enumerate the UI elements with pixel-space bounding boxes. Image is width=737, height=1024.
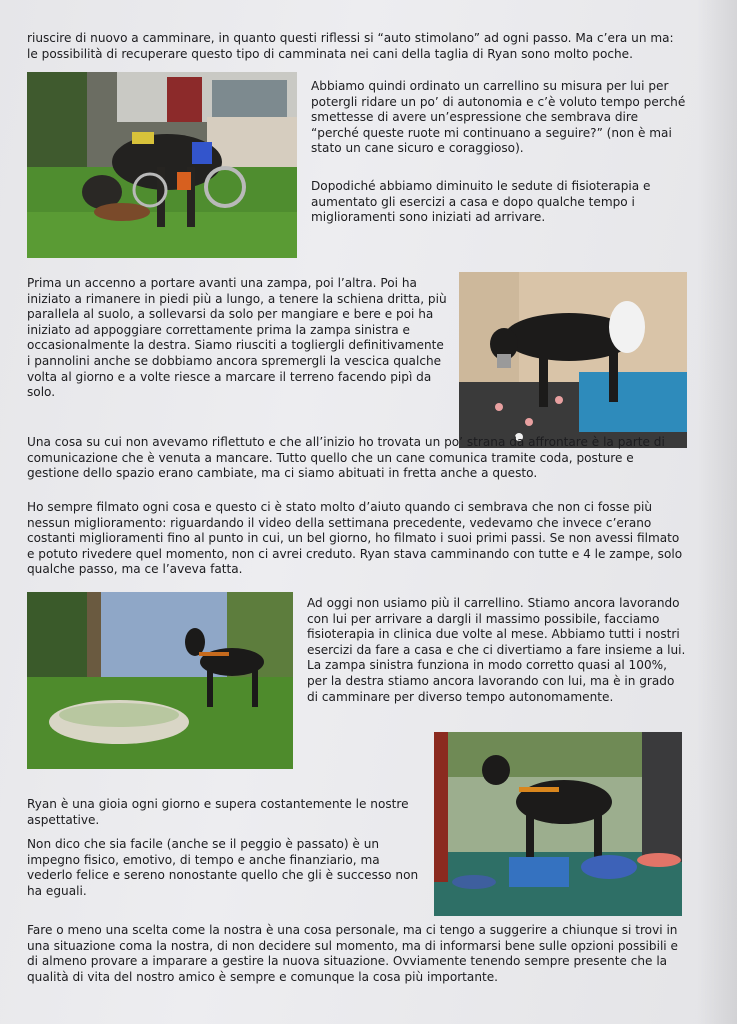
paragraph-communication: Una cosa su cui non avevamo riflettuto e che all’inizio ho trovata un po’ strana da affrontare è la parte di comunicazione che è venuta a mancare. Tutto quello che un cane comunica tramite coda, posture e gestione dello spazio erano cambiate, ma ci siamo abituati in fretta anche a questo. bbox=[27, 435, 665, 481]
paragraph-cart: Abbiamo quindi ordinato un carrellino su misura per lui per potergli ridare un po’ di autonomia e c’è voluto tempo perché smettesse di avere un’espressione che sembrava dire “perché queste ruote mi continuano a seguire?” (non è mai stato un cane sicuro e coraggioso). bbox=[311, 79, 686, 156]
paragraph-joy: Ryan è una gioia ogni giorno e supera costantemente le nostre aspettative. bbox=[27, 797, 409, 827]
paragraph-advice: Fare o meno una scelta come la nostra è una cosa personale, ma ci tengo a suggerire a chiunque si trovi in una situazione coma la nostra, di non decidere sul momento, ma di informarsi bene sulle opzioni possibili e di almeno provare a imparare a gestire la nuova situazione. Ovviamente tenendo sempre presente che la qualità di vita del nostro amico è sempre e comunque la cosa più importante. bbox=[27, 923, 678, 984]
paragraph-filming: Ho sempre filmato ogni cosa e questo ci è stato molto d’aiuto quando ci sembrava che non ci fosse più nessun miglioramento: riguardando il video della settimana precedente, vedevamo che invece c’erano costanti miglioramenti fino al punto in cui, un bel giorno, ho filmato i suoi primi passi. Se non avessi filmato e potuto rivedere quel momento, non ci avrei creduto. Ryan stava camminando con tutte e 4 le zampe, solo qualche passo, ma ce l’aveva fatta. bbox=[27, 500, 683, 577]
paragraph-intro: riuscire di nuovo a camminare, in quanto questi riflessi si “auto stimolano” ad ogni passo. Ma c’era un ma: le possibilità di recuperare questo tipo di camminata nei cani della taglia di Ryan sono molto poche. bbox=[27, 31, 674, 61]
page-edge-shadow bbox=[697, 0, 737, 1024]
paragraph-commitment: Non dico che sia facile (anche se il peggio è passato) è un impegno fisico, emotivo, di tempo e anche finanziario, ma vederlo felice e sereno nonostante quello che gli è successo non ha eguali. bbox=[27, 837, 419, 898]
photo-dog-balance bbox=[434, 732, 682, 916]
photo-dog-garden bbox=[27, 592, 293, 769]
paragraph-today: Ad oggi non usiamo più il carrellino. Stiamo ancora lavorando con lui per arrivare a dargli il massimo possibile, facciamo fisioterapia in clinica due volte al mese. Abbiamo tutti i nostri esercizi da fare a casa e che ci divertiamo a fare insieme a lui. La zampa sinistra funziona in modo corretto quasi al 100%, per la destra stiamo ancora lavorando con lui, ma è in grado di camminare per diverso tempo autonomamente. bbox=[307, 596, 686, 704]
paragraph-physio: Dopodiché abbiamo diminuito le sedute di fisioterapia e aumentato gli esercizi a casa e dopo qualche tempo i miglioramenti sono iniziati ad arrivare. bbox=[311, 179, 651, 225]
paragraph-progress: Prima un accenno a portare avanti una zampa, poi l’altra. Poi ha iniziato a rimanere in piedi più a lungo, a tenere la schiena dritta, più parallela al suolo, a sollevarsi da solo per mangiare e bere e poi ha iniziato ad appoggiare correttamente prima la zampa sinistra e occasionalmente la destra. Siamo riusciti a togliergli definitivamente i pannolini anche se dobbiamo ancora spremergli la vescica qualche volta al giorno e a volte riesce a marcare il terreno facendo pipì da solo. bbox=[27, 276, 447, 400]
photo-dog-wheelchair bbox=[27, 72, 297, 258]
photo-dog-indoors bbox=[459, 272, 687, 448]
